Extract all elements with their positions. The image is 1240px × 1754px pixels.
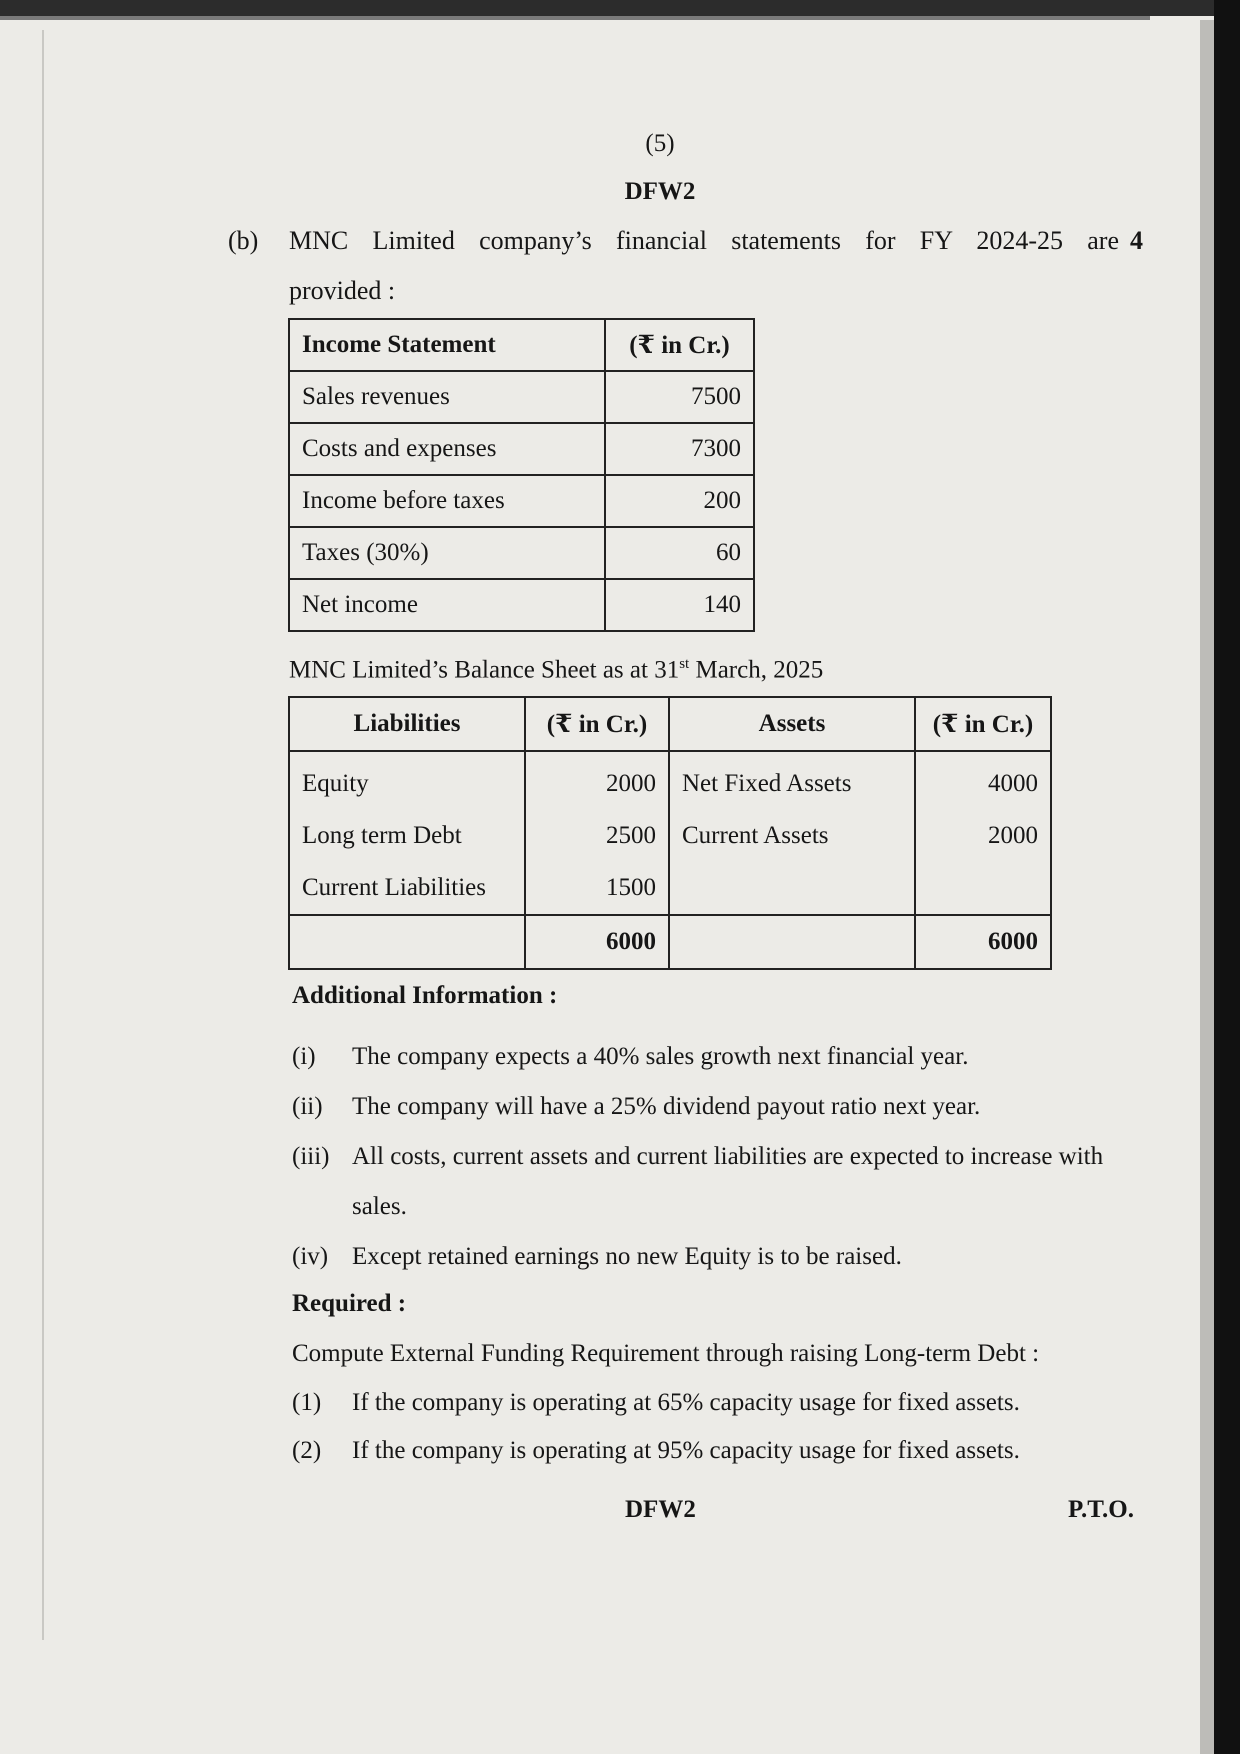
asset-value: 4000 [915,751,1051,810]
page-number: (5) [645,130,675,157]
total-cell [289,915,525,969]
balance-sheet-table [288,696,1052,970]
scan-right-edge [1214,0,1240,1754]
table-row [289,527,754,579]
question-marks: 4 [1130,226,1143,255]
column-header: (₹ in Cr.) [525,697,669,751]
row-label: Taxes (30%) [289,527,605,579]
item-number: (iv) [292,1243,329,1270]
column-header: Assets [669,697,915,751]
row-value: 7300 [605,423,754,475]
table-row [289,579,754,631]
asset-label: Current Assets [669,810,915,862]
required-heading: Required : [292,1290,407,1317]
row-label: Costs and expenses [289,423,605,475]
liability-label: Long term Debt [289,810,525,862]
required-instruction: Compute External Funding Requirement through raising Long-term Debt : [292,1340,1040,1367]
item-text: If the company is operating at 65% capacity usage for fixed assets. [352,1389,1020,1416]
table-row [289,371,754,423]
liability-value: 2500 [525,810,669,862]
row-value: 140 [605,579,754,631]
table-header-row [289,697,1051,751]
table-row [289,475,754,527]
caption-superscript: st [679,656,690,672]
asset-value [915,862,1051,915]
question-text-line1: MNC Limited company’s financial statements for FY 2024-25 are [289,226,1119,255]
asset-value: 2000 [915,810,1051,862]
item-number: (2) [292,1437,322,1464]
column-header: (₹ in Cr.) [915,697,1051,751]
liabilities-total: 6000 [525,915,669,969]
paper-code-footer: DFW2 [625,1496,696,1523]
liability-value: 2000 [525,751,669,810]
asset-label [669,862,915,915]
paper-code-header: DFW2 [624,178,696,205]
item-number: (iii) [292,1143,330,1170]
row-value: 7500 [605,371,754,423]
question-label: (b) [228,226,259,255]
assets-total: 6000 [915,915,1051,969]
income-statement-table [288,318,755,632]
row-value: 60 [605,527,754,579]
column-header: Income Statement [289,319,605,371]
item-text: The company expects a 40% sales growth next financial year. [352,1043,969,1070]
liability-value: 1500 [525,862,669,915]
table-row [289,751,1051,810]
column-header: (₹ in Cr.) [605,319,754,371]
asset-label: Net Fixed Assets [669,751,915,810]
caption-text: MNC Limited’s Balance Sheet as at 31 [289,656,680,684]
item-text: All costs, current assets and current liabilities are expected to increase with sales. [352,1143,1104,1220]
item-number: (1) [292,1389,322,1416]
total-cell [669,915,915,969]
item-number: (ii) [292,1093,323,1120]
item-number: (i) [292,1043,316,1070]
item-text: If the company is operating at 95% capacity usage for fixed assets. [352,1437,1020,1464]
item-text: The company will have a 25% dividend payout ratio next year. [352,1093,981,1120]
row-label: Income before taxes [289,475,605,527]
item-text: Except retained earnings no new Equity is to be raised. [352,1243,902,1270]
pto-label: P.T.O. [1068,1496,1134,1523]
question-text-line2: provided : [289,276,396,305]
table-header-row [289,319,754,371]
liability-label: Equity [289,751,525,810]
row-label: Net income [289,579,605,631]
table-row [289,423,754,475]
totals-row [289,915,1051,969]
balance-sheet-caption [289,656,823,684]
caption-text-end: March, 2025 [689,656,824,684]
liability-label: Current Liabilities [289,862,525,915]
row-label: Sales revenues [289,371,605,423]
column-header: Liabilities [289,697,525,751]
row-value: 200 [605,475,754,527]
additional-info-heading: Additional Information : [292,982,558,1009]
table-row [289,862,1051,915]
table-row [289,810,1051,862]
scan-right-shadow [1200,20,1214,1754]
